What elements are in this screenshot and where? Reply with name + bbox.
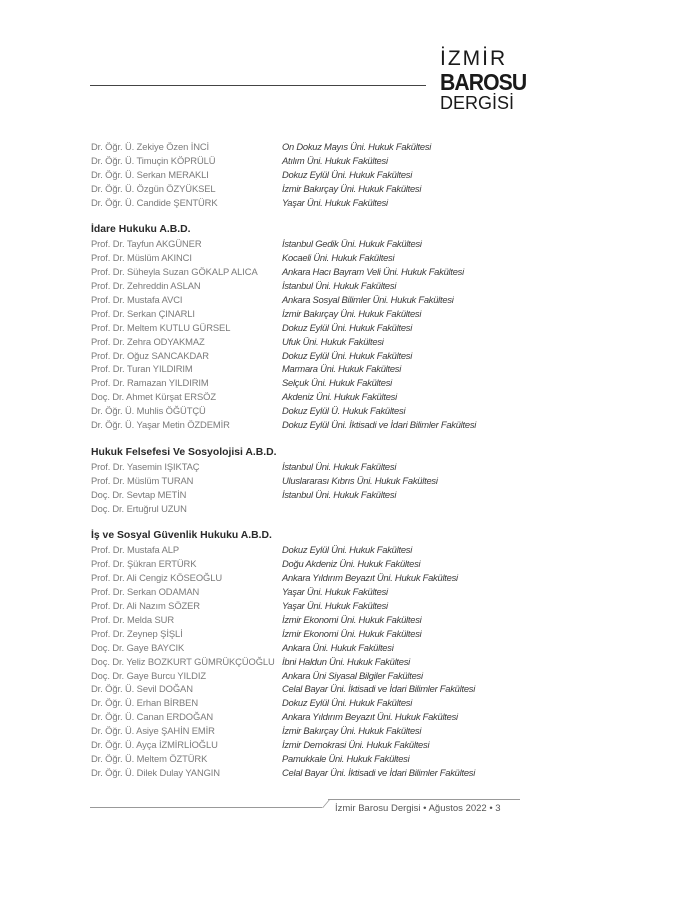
member-institution: Dokuz Eylül Üni. Hukuk Fakültesi	[282, 544, 413, 556]
list-item	[91, 488, 611, 502]
member-institution: Pamukkale Üni. Hukuk Fakültesi	[282, 752, 410, 764]
list-item	[91, 655, 611, 669]
list-item	[91, 585, 611, 599]
member-name: Prof. Dr. Ali Cengiz KÖSEOĞLU	[91, 572, 222, 584]
member-institution: Ankara Üni Siyasal Bilgiler Fakültesi	[282, 669, 423, 681]
member-name: Prof. Dr. Zehreddin ASLAN	[91, 280, 201, 292]
member-name: Prof. Dr. Müslüm AKINCI	[91, 252, 192, 264]
list-item	[91, 543, 611, 557]
list-item	[91, 196, 611, 210]
list-item	[91, 390, 611, 404]
member-institution: Ankara Sosyal Bilimler Üni. Hukuk Fakültesi	[282, 294, 454, 306]
member-name: Dr. Öğr. Ü. Serkan MERAKLI	[91, 168, 209, 180]
section-heading: Hukuk Felsefesi Ve Sosyolojisi A.B.D.	[91, 446, 277, 458]
member-institution: Celal Bayar Üni. İktisadi ve İdari Bilimler Fakültesi	[282, 683, 476, 695]
member-institution: Atılım Üni. Hukuk Fakültesi	[282, 154, 388, 166]
footer-rule-right	[328, 799, 520, 800]
section	[91, 140, 611, 209]
member-name: Prof. Dr. Meltem KUTLU GÜRSEL	[91, 321, 231, 333]
list-item	[91, 641, 611, 655]
member-institution: İzmir Bakırçay Üni. Hukuk Fakültesi	[282, 182, 422, 194]
member-name: Prof. Dr. Tayfun AKGÜNER	[91, 238, 202, 250]
member-institution: Ankara Yıldırım Beyazıt Üni. Hukuk Fakültesi	[282, 572, 458, 584]
list-item	[91, 557, 611, 571]
member-name: Dr. Öğr. Ü. Dilek Dulay YANGIN	[91, 766, 220, 778]
member-institution: Kocaeli Üni. Hukuk Fakültesi	[282, 252, 395, 264]
member-name: Doç. Dr. Sevtap METİN	[91, 488, 187, 500]
list-item	[91, 404, 611, 418]
member-institution: Dokuz Eylül Üni. İktisadi ve İdari Bilimler Fakültesi	[282, 419, 477, 431]
list-item	[91, 237, 611, 251]
list-item	[91, 752, 611, 766]
member-institution: Celal Bayar Üni. İktisadi ve İdari Bilimler Fakültesi	[282, 766, 476, 778]
member-institution: İstanbul Üni. Hukuk Fakültesi	[282, 488, 397, 500]
member-name: Dr. Öğr. Ü. Sevil DOĞAN	[91, 683, 193, 695]
list-item	[91, 738, 611, 752]
footer-text: İzmir Barosu Dergisi • Ağustos 2022 • 3	[335, 803, 501, 814]
section-heading: İş ve Sosyal Güvenlik Hukuku A.B.D.	[91, 530, 272, 542]
member-institution: Dokuz Eylül Üni. Hukuk Fakültesi	[282, 349, 413, 361]
member-name: Dr. Öğr. Ü. Zekiye Özen İNCİ	[91, 141, 210, 152]
member-name: Dr. Öğr. Ü. Yaşar Metin ÖZDEMİR	[91, 419, 230, 431]
list-item	[91, 182, 611, 196]
list-item	[91, 321, 611, 335]
member-name: Prof. Dr. Süheyla Suzan GÖKALP ALICA	[91, 266, 258, 278]
member-institution: İzmir Demokrasi Üni. Hukuk Fakültesi	[282, 738, 430, 750]
member-institution: Doğu Akdeniz Üni. Hukuk Fakültesi	[282, 558, 421, 570]
member-institution: İzmir Ekonomi Üni. Hukuk Fakültesi	[282, 613, 422, 625]
list-item	[91, 376, 611, 390]
member-name: Prof. Dr. Zehra ODYAKMAZ	[91, 335, 205, 347]
member-name: Dr. Öğr. Ü. Timuçin KÖPRÜLÜ	[91, 154, 216, 166]
member-institution: İstanbul Üni. Hukuk Fakültesi	[282, 280, 397, 292]
list-item	[91, 251, 611, 265]
list-item	[91, 265, 611, 279]
member-institution: Dokuz Eylül Ü. Hukuk Fakültesi	[282, 405, 406, 417]
member-name: Dr. Öğr. Ü. Meltem ÖZTÜRK	[91, 752, 208, 764]
member-name: Prof. Dr. Oğuz SANCAKDAR	[91, 349, 209, 361]
header-rule	[90, 85, 426, 86]
member-institution: İzmir Ekonomi Üni. Hukuk Fakültesi	[282, 627, 422, 639]
list-item	[91, 474, 611, 488]
member-institution: İbni Haldun Üni. Hukuk Fakültesi	[282, 655, 411, 667]
member-name: Dr. Öğr. Ü. Özgün ÖZYÜKSEL	[91, 182, 216, 194]
logo-line-izmir: İZMİR	[440, 47, 508, 70]
member-institution: Ankara Üni. Hukuk Fakültesi	[282, 641, 394, 653]
member-name: Dr. Öğr. Ü. Canan ERDOĞAN	[91, 711, 214, 723]
list-item	[91, 154, 611, 168]
member-name: Prof. Dr. Mustafa AVCI	[91, 294, 183, 306]
member-institution: Ufuk Üni. Hukuk Fakültesi	[282, 335, 384, 347]
list-item	[91, 710, 611, 724]
list-item	[91, 460, 611, 474]
member-name: Prof. Dr. Ramazan YILDIRIM	[91, 377, 209, 389]
list-item	[91, 168, 611, 182]
member-name: Dr. Öğr. Ü. Candide ŞENTÜRK	[91, 196, 218, 208]
member-institution: Dokuz Eylül Üni. Hukuk Fakültesi	[282, 168, 413, 180]
member-institution: On Dokuz Mayıs Üni. Hukuk Fakültesi	[282, 141, 432, 152]
member-name: Prof. Dr. Melda SUR	[91, 613, 175, 625]
member-name: Doç. Dr. Ertuğrul UZUN	[91, 502, 187, 514]
member-name: Prof. Dr. Serkan ODAMAN	[91, 586, 200, 598]
list-item	[91, 696, 611, 710]
list-item	[91, 669, 611, 683]
member-institution: Yaşar Üni. Hukuk Fakültesi	[282, 586, 388, 598]
list-item	[91, 613, 611, 627]
member-name: Dr. Öğr. Ü. Muhlis ÖĞÜTÇÜ	[91, 405, 206, 417]
member-name: Prof. Dr. Serkan ÇINARLI	[91, 307, 195, 319]
list-item	[91, 335, 611, 349]
list-item	[91, 349, 611, 363]
logo-line-barosu: BAROSU	[440, 69, 527, 95]
member-name: Dr. Öğr. Ü. Erhan BİRBEN	[91, 697, 199, 709]
member-name: Doç. Dr. Yeliz BOZKURT GÜMRÜKÇÜOĞLU	[91, 655, 275, 667]
list-item	[91, 571, 611, 585]
logo-line-dergisi: DERGİSİ	[440, 93, 515, 113]
list-item	[91, 279, 611, 293]
member-institution: Yaşar Üni. Hukuk Fakültesi	[282, 196, 388, 208]
member-institution: Dokuz Eylül Üni. Hukuk Fakültesi	[282, 697, 413, 709]
member-institution: Marmara Üni. Hukuk Fakültesi	[282, 363, 402, 375]
list-item	[91, 293, 611, 307]
list-item	[91, 418, 611, 432]
member-institution: İstanbul Üni. Hukuk Fakültesi	[282, 460, 397, 472]
member-institution: Yaşar Üni. Hukuk Fakültesi	[282, 600, 388, 612]
list-item	[91, 307, 611, 321]
faculty-list	[91, 140, 611, 780]
member-institution: Dokuz Eylül Üni. Hukuk Fakültesi	[282, 321, 413, 333]
member-name: Doç. Dr. Gaye BAYCIK	[91, 641, 185, 653]
section-heading: İdare Hukuku A.B.D.	[91, 224, 191, 236]
member-institution: Akdeniz Üni. Hukuk Fakültesi	[282, 391, 397, 403]
list-item	[91, 766, 611, 780]
member-name: Doç. Dr. Gaye Burcu YILDIZ	[91, 669, 206, 681]
member-name: Prof. Dr. Mustafa ALP	[91, 544, 180, 556]
member-name: Prof. Dr. Turan YILDIRIM	[91, 363, 193, 375]
member-name: Prof. Dr. Zeynep ŞİŞLİ	[91, 627, 183, 639]
member-institution: İzmir Bakırçay Üni. Hukuk Fakültesi	[282, 307, 422, 319]
member-institution: Ankara Hacı Bayram Veli Üni. Hukuk Fakültesi	[282, 266, 464, 278]
member-institution: Ankara Yıldırım Beyazıt Üni. Hukuk Fakültesi	[282, 711, 458, 723]
member-name: Dr. Öğr. Ü. Ayça İZMİRLİOĞLU	[91, 738, 218, 750]
list-item	[91, 724, 611, 738]
list-item	[91, 682, 611, 696]
member-name: Prof. Dr. Müslüm TURAN	[91, 474, 194, 486]
member-institution: Uluslararası Kıbrıs Üni. Hukuk Fakültesi	[282, 474, 438, 486]
footer-rule	[90, 807, 322, 808]
member-institution: Selçuk Üni. Hukuk Fakültesi	[282, 377, 392, 389]
section	[91, 529, 611, 779]
member-name: Prof. Dr. Yasemin IŞIKTAÇ	[91, 460, 200, 472]
list-item	[91, 599, 611, 613]
section	[91, 446, 611, 516]
member-institution: İzmir Bakırçay Üni. Hukuk Fakültesi	[282, 725, 422, 737]
list-item	[91, 362, 611, 376]
member-name: Prof. Dr. Şükran ERTÜRK	[91, 558, 197, 570]
member-name: Prof. Dr. Ali Nazım SÖZER	[91, 600, 200, 612]
list-item	[91, 502, 611, 516]
list-item	[91, 140, 611, 154]
member-name: Doç. Dr. Ahmet Kürşat ERSÖZ	[91, 391, 216, 403]
member-name: Dr. Öğr. Ü. Asiye ŞAHİN EMİR	[91, 725, 215, 737]
list-item	[91, 627, 611, 641]
member-institution: İstanbul Gedik Üni. Hukuk Fakültesi	[282, 238, 422, 250]
section	[91, 223, 611, 431]
